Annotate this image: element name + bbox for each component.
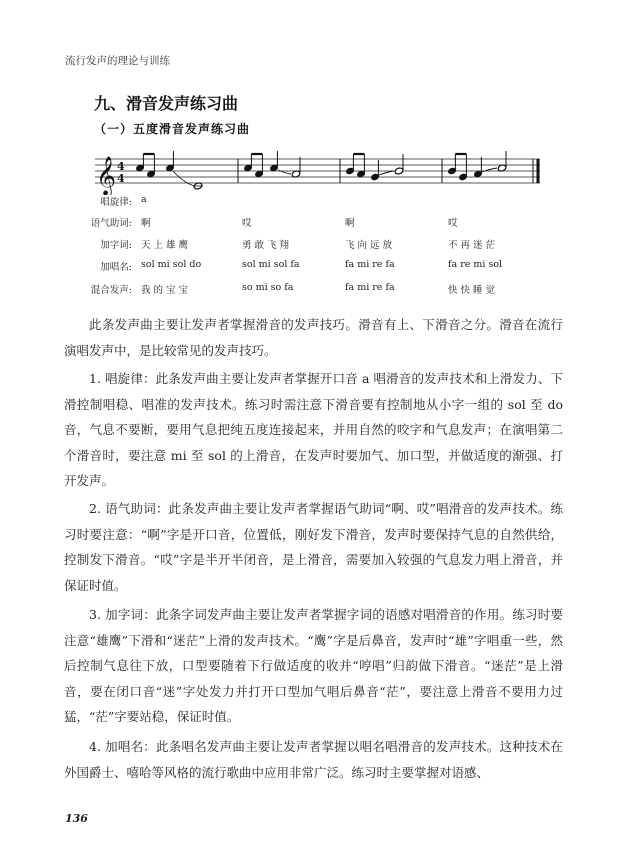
paragraph: 3. 加字词：此条字词发声曲主要让发声者掌握字词的语感对唱滑音的作用。练习时要注意“雄鹰”下滑和“迷茫”上滑的发声技术。“鹰”字是后鼻音，发声时“雄”字唱重一些，然后控制气息往下放，口型要随着下行做适度的收并“哼唱”归韵做下滑音。“迷茫”是上滑音，要在闭口音“迷”字处发力并打开口型加气唱后鼻音“茫”，要注意上滑音不要用力过猛，“茫”字要站稳，保证时值。 <box>64 607 563 724</box>
lyric-cell: 天 上 雄 鹰 <box>141 240 189 251</box>
section-title: 九、滑音发声练习曲 <box>94 94 239 113</box>
time-signature-bottom: 4 <box>117 172 125 185</box>
lyric-cell: so mi so fa <box>242 282 294 293</box>
lyric-cell: sol mi sol do <box>141 259 202 270</box>
lyric-cell: 勇 敢 飞 翔 <box>242 240 290 251</box>
paragraph: 2. 语气助词：此条发声曲主要让发声者掌握语气助词“啊、哎”唱滑音的发声技术。练习时要注意：“啊”字是开口音，位置低，刚好发下滑音，发声时要保持气息的自然供给，控制发下滑音。“哎”字是半开半闭音，是上滑音，需要加入较强的气息发力唱上滑音，并保证时值。 <box>64 501 563 593</box>
row-label: 混合发声: <box>90 285 132 296</box>
lyric-cell: 哎 <box>242 218 252 229</box>
row-label: 加唱名: <box>100 262 132 273</box>
lyric-cell: sol mi sol fa <box>242 259 300 270</box>
lyric-cell: a <box>141 194 147 205</box>
lyric-cell: 飞 向 远 放 <box>345 240 393 251</box>
subsection-title: （一）五度滑音发声练习曲 <box>94 122 251 136</box>
treble-clef-icon: 𝄞 <box>96 156 117 195</box>
row-label: 唱旋律: <box>100 197 132 208</box>
lyric-cell: fa re mi sol <box>448 259 503 270</box>
row-label: 语气助词: <box>90 218 132 229</box>
lyric-cell: 快 快 睡 觉 <box>448 285 496 296</box>
lyric-cell: 啊 <box>345 218 355 229</box>
page-number: 136 <box>65 812 88 825</box>
lyric-cell: 我 的 宝 宝 <box>141 285 189 296</box>
time-signature-top: 4 <box>117 160 125 173</box>
lyric-cell: 哎 <box>448 218 458 229</box>
lyric-cell: fa mi re fa <box>345 282 395 293</box>
paragraph: 此条发声曲主要让发声者掌握滑音的发声技巧。滑音有上、下滑音之分。滑音在流行演唱发声中，是比较常见的发声技巧。 <box>64 317 563 358</box>
lyric-cell: fa mi re fa <box>345 259 395 270</box>
running-header: 流行发声的理论与训练 <box>65 55 170 67</box>
paragraph: 4. 加唱名：此条唱名发声曲主要让发声者掌握以唱名唱滑音的发声技术。这种技术在外国爵士、嘻哈等风格的流行歌曲中应用非常广泛。练习时主要掌握对语感、 <box>64 739 563 780</box>
lyrics-table <box>0 0 640 300</box>
lyric-cell: 不 再 迷 茫 <box>448 240 496 251</box>
lyric-cell: 啊 <box>141 218 151 229</box>
paragraph: 1. 唱旋律：此条发声曲主要让发声者掌握开口音 a 唱滑音的发声技术和上滑发力、下滑控制唱稳、唱准的发声技术。练习时需注意下滑音要有控制地从小字一组的 sol 至 do 音，气息不要断，要用气息把纯五度连接起来，并用自然的咬字和气息发声；在演唱第二个滑音时，要注意 mi 至 sol 的上滑音，在发声时要加气、加口型，并做适度的渐强、打开发声。 <box>64 371 563 488</box>
row-label: 加字词: <box>100 240 132 251</box>
